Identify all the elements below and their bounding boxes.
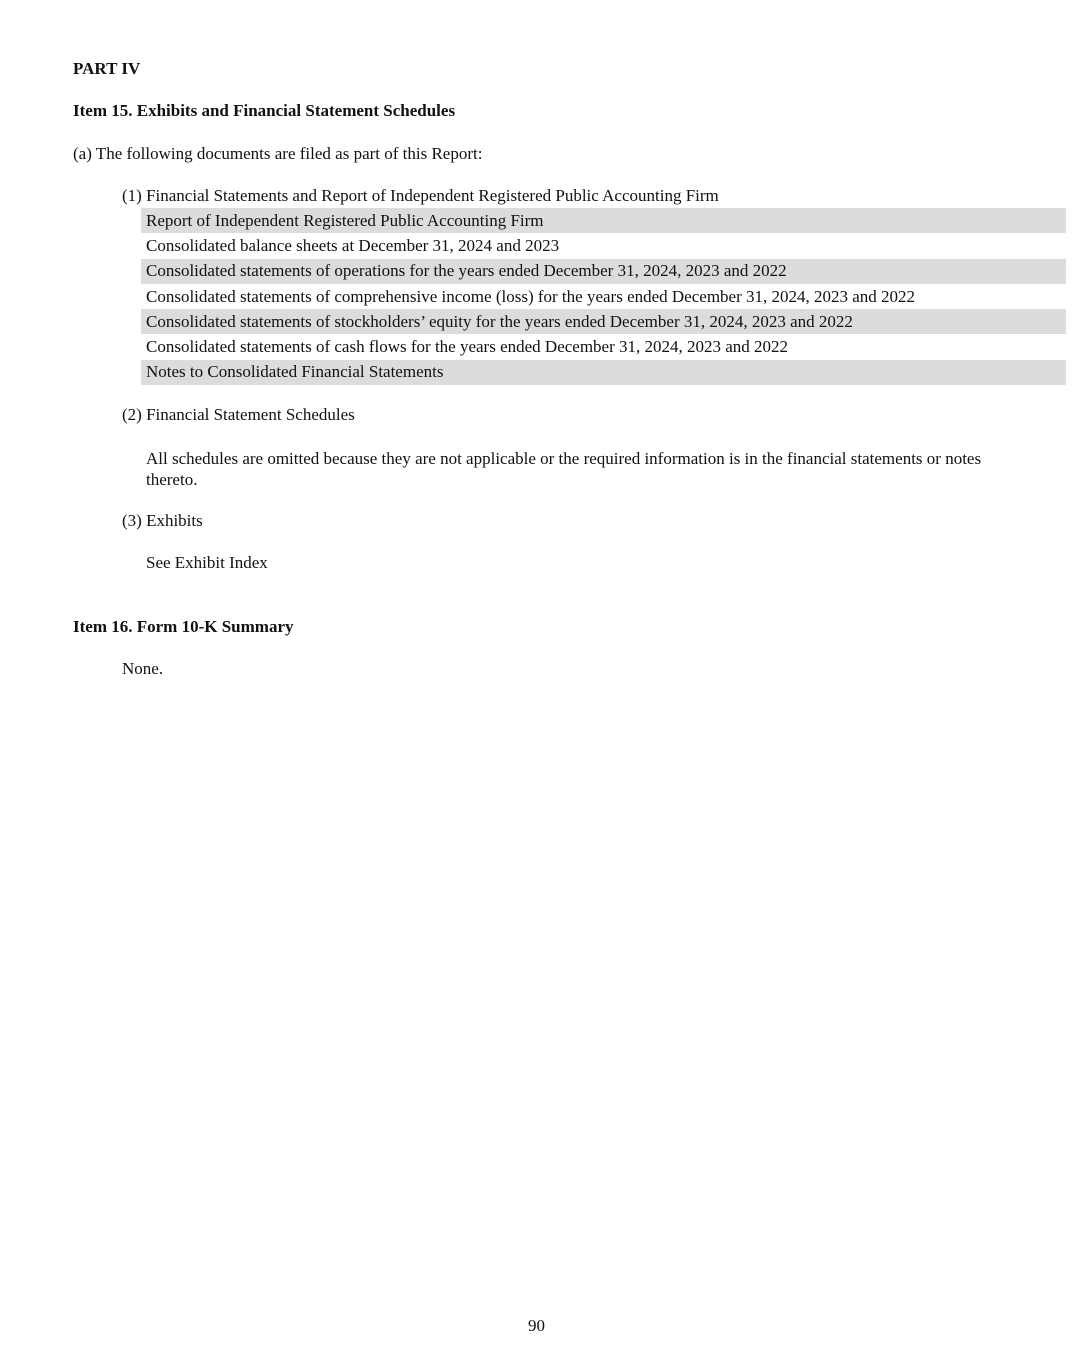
list-item-label: Consolidated balance sheets at December 31, 2024 and 2023 xyxy=(146,235,560,255)
list-item-label: Notes to Consolidated Financial Statements xyxy=(141,360,1066,385)
list-item xyxy=(141,360,1066,385)
list-item xyxy=(141,309,1066,334)
list-item xyxy=(141,259,1066,284)
section2-heading: (2) Financial Statement Schedules xyxy=(122,405,355,424)
list-item-label: Consolidated statements of operations for the years ended December 31, 2024, 2023 and 2022 xyxy=(141,259,1066,284)
section1-heading: (1) Financial Statements and Report of Independent Registered Public Accounting Firm xyxy=(122,186,719,205)
item15-title: Item 15. Exhibits and Financial Statement Schedules xyxy=(73,101,456,120)
list-item xyxy=(141,284,1066,309)
financial-statements-list xyxy=(141,208,1066,385)
part-title: PART IV xyxy=(73,59,141,78)
item16-title: Item 16. Form 10-K Summary xyxy=(73,617,294,636)
list-item-label: Consolidated statements of cash flows for the years ended December 31, 2024, 2023 and 2022 xyxy=(146,337,789,357)
section2-text: All schedules are omitted because they are not applicable or the required information is in the financial statements or notes thereto. xyxy=(146,449,982,489)
list-item-label: Consolidated statements of comprehensive income (loss) for the years ended December 31, 2024, 2023 and 2022 xyxy=(146,286,916,306)
list-item xyxy=(141,233,1066,258)
list-item xyxy=(141,334,1066,359)
page-number: 90 xyxy=(528,1316,545,1335)
item15-intro: (a) The following documents are filed as part of this Report: xyxy=(73,144,483,163)
item16-text: None. xyxy=(122,659,164,678)
section3-text: See Exhibit Index xyxy=(146,553,268,572)
section3-heading: (3) Exhibits xyxy=(122,511,203,530)
list-item-label: Report of Independent Registered Public Accounting Firm xyxy=(141,208,1066,233)
list-item-label: Consolidated statements of stockholders’ equity for the years ended December 31, 2024, 2023 and 2022 xyxy=(141,309,1066,334)
list-item xyxy=(141,208,1066,233)
